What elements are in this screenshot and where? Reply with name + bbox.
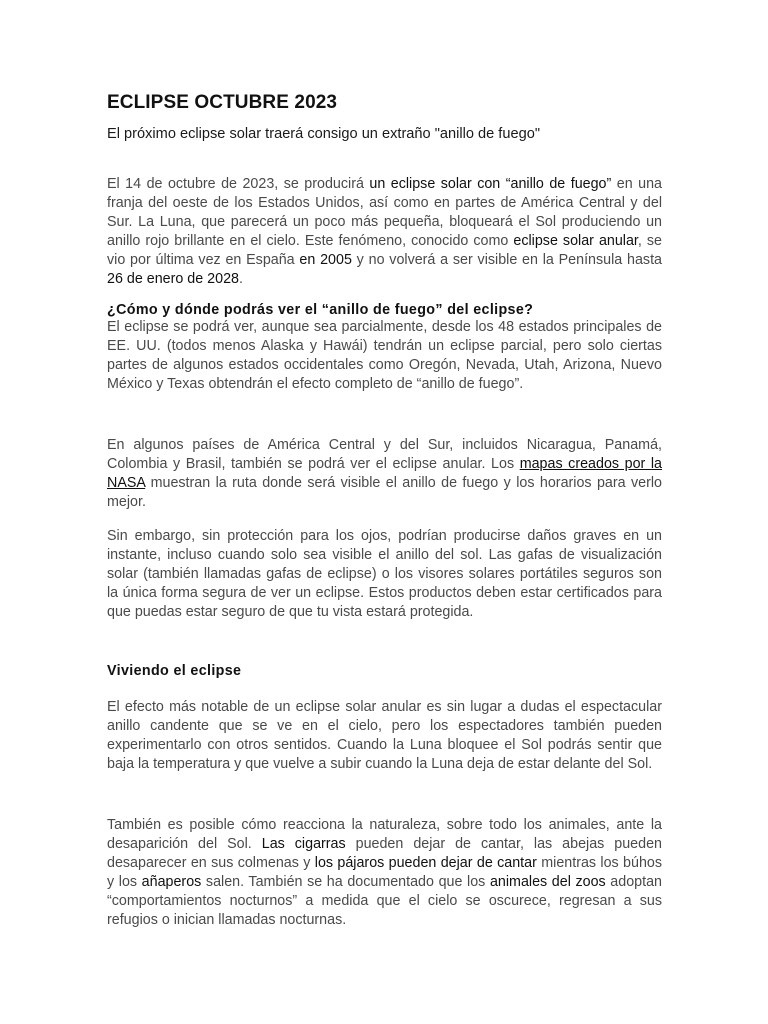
page-subtitle: El próximo eclipse solar traerá consigo un extraño "anillo de fuego" bbox=[107, 126, 541, 142]
text-span: El 14 de octubre de 2023, se producirá bbox=[107, 176, 370, 192]
heading-viviendo: Viviendo el eclipse bbox=[107, 663, 242, 679]
paragraph-estados: El eclipse se podrá ver, aunque sea parcialmente, desde los 48 estados principales de EE. UU. (todos menos Alaska y Hawái) tendrán un eclipse parcial, pero solo ciertas partes de algunos estados occidentales como Oregón, Nevada, Utah, Arizona, Nuevo México y Texas obtendrán el efecto completo de “anillo de fuego”. bbox=[107, 319, 662, 392]
highlight-cigarras: Las cigarras bbox=[261, 835, 346, 852]
paragraph-intro bbox=[107, 175, 662, 288]
text-span: , se vio por última vez en España bbox=[107, 232, 663, 268]
text-span: muestran la ruta donde será visible el anillo de fuego y los horarios para verlo mejor. bbox=[107, 474, 662, 510]
text-span: En algunos países de América Central y del Sur, incluidos Nicaragua, Panamá, Colombia y Brasil, también se podrá ver el eclipse anular. Los bbox=[107, 437, 662, 472]
text-span: pueden dejar de cantar, las abejas pueden desaparecer en sus colmenas y bbox=[107, 835, 662, 871]
text-span: salen. También se ha documentado que los bbox=[201, 873, 490, 890]
highlight-pajaros: los pájaros pueden dejar de cantar bbox=[314, 854, 537, 871]
highlight-anaperos: añaperos bbox=[141, 873, 202, 890]
highlight-2005: en 2005 bbox=[299, 251, 352, 268]
highlight-eclipse-anillo: un eclipse solar con “anillo de fuego” bbox=[369, 176, 612, 192]
text-span: . bbox=[238, 270, 243, 287]
paragraph-naturaleza bbox=[107, 816, 662, 929]
paragraph-efecto: El efecto más notable de un eclipse solar anular es sin lugar a dudas el espectacular anillo candente que se ve en el cielo, pero los espectadores también pueden experimentarlo con otros sentidos. Cuando la Luna bloquee el Sol podrás sentir que baja la temperatura y que vuelve a subir cuando la Luna deja de estar delante del Sol. bbox=[107, 699, 662, 772]
paragraph-america bbox=[107, 436, 662, 512]
heading-como-donde: ¿Cómo y dónde podrás ver el “anillo de fuego” del eclipse? bbox=[107, 302, 534, 318]
paragraph-proteccion: Sin embargo, sin protección para los ojos, podrían producirse daños graves en un instante, incluso cuando solo sea visible el anillo del sol. Las gafas de visualización solar (también llamadas gafas de eclipse) o los visores solares portátiles seguros son la única forma segura de ver un eclipse. Estos productos deben estar certificados para que puedas estar seguro de que tu vista estará protegida. bbox=[107, 528, 662, 620]
highlight-2028: 26 de enero de 2028 bbox=[107, 270, 239, 287]
page-title: ECLIPSE OCTUBRE 2023 bbox=[107, 92, 338, 113]
highlight-animales-zoos: animales del zoos bbox=[489, 873, 606, 890]
text-span: mientras los búhos y los bbox=[107, 854, 663, 890]
nasa-maps-link[interactable]: mapas creados por la NASA bbox=[107, 455, 663, 491]
text-span: adoptan “comportamientos nocturnos” a medida que el cielo se oscurece, regresan a sus refugios o inician llamadas nocturnas. bbox=[107, 873, 662, 928]
text-span: en una franja del oeste de los Estados Unidos, así como en partes de América Central y del Sur. La Luna, que parecerá un poco más pequeña, bloqueará el Sol produciendo un anillo rojo brillante en el cielo. Este fenómeno, conocido como bbox=[107, 176, 662, 249]
text-span: y no volverá a ser visible en la Península hasta bbox=[351, 251, 662, 268]
highlight-eclipse-anular: eclipse solar anular bbox=[513, 232, 638, 249]
text-span: También es posible cómo reacciona la naturaleza, sobre todo los animales, ante la desaparición del Sol. bbox=[107, 817, 662, 852]
